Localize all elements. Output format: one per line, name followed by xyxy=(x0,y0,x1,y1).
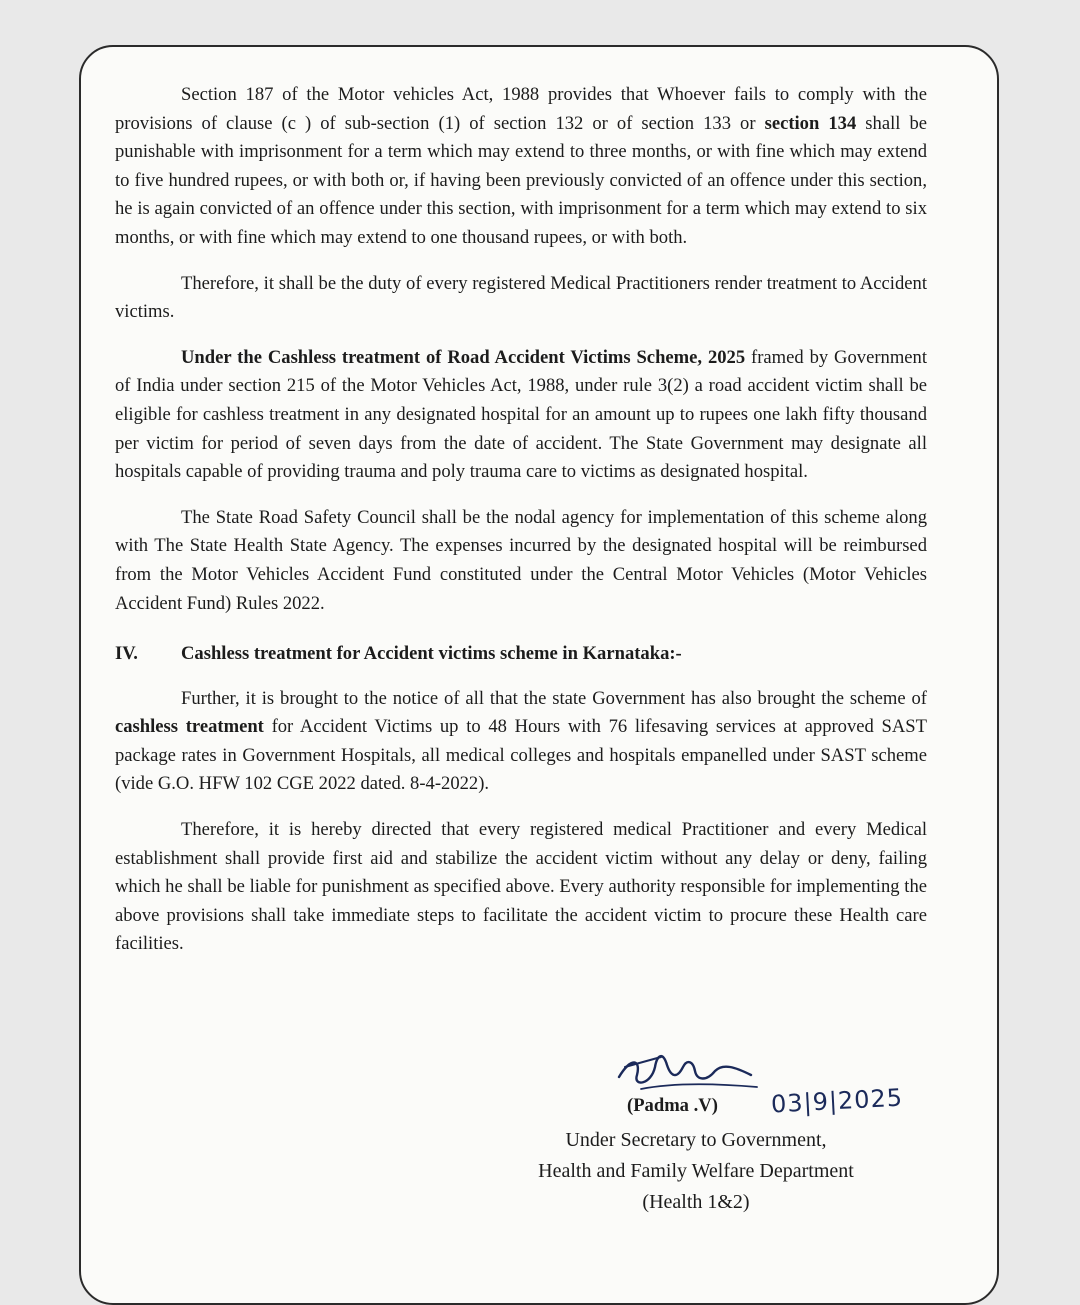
handwritten-signature xyxy=(611,1037,761,1097)
signatory-designation: Under Secretary to Government, xyxy=(565,1129,827,1151)
document-body xyxy=(115,81,927,976)
document-page xyxy=(79,45,999,1305)
paragraph-karnataka-scheme: Further, it is brought to the notice of all that the state Government has also brought the scheme of cashless treatment for Accident Victims up to 48 Hours with 76 lifesaving services at approved SAST package rates in Government Hospitals, all medical colleges and hospitals empanelled under SAST scheme (vide G.O. HFW 102 CGE 2022 dated. 8-4-2022). xyxy=(115,687,927,795)
paragraph-cashless-scheme: Under the Cashless treatment of Road Accident Victims Scheme, 2025 framed by Government of India under section 215 of the Motor Vehicles Act, 1988, under rule 3(2) a road accident victim shall be eligible for cashless treatment in any designated hospital for an amount up to rupees one lakh fifty thousand per victim for period of seven days from the date of accident. The State Government may designate all hospitals capable of providing trauma and poly trauma care to victims as designated hospital. xyxy=(115,346,928,483)
paragraph-nodal-agency: The State Road Safety Council shall be the nodal agency for implementation of this scheme along with The State Health State Agency. The expenses incurred by the designated hospital will be reimbursed from the Motor Vehicles Accident Fund constituted under the Central Motor Vehicles (Motor Vehicles Accident Fund) Rules 2022. xyxy=(115,506,927,614)
signatory-department: Health and Family Welfare Department xyxy=(538,1160,854,1182)
paragraph-section-187: Section 187 of the Motor vehicles Act, 1988 provides that Whoever fails to comply with the provisions of clause (c ) of sub-section (1) of section 132 or of section 133 or section 134 shall be punishable with imprisonment for a term which may extend to three months, or with fine which may extend to five hundred rupees, or with both or, if having been previously convicted of an offence under this section, he is again convicted of an offence under this section, with imprisonment for a term which may extend to six months, or with fine which may extend to one thousand rupees, or with both. xyxy=(115,84,927,248)
paragraph-duty: Therefore, it shall be the duty of every registered Medical Practitioners render treatment to Accident victims. xyxy=(115,272,927,323)
paragraph-directive: Therefore, it is hereby directed that every registered medical Practitioner and every Medical establishment shall provide first aid and stabilize the accident victim without any delay or deny, failing which he shall be liable for punishment as specified above. Every authority responsible for implementing the above provisions shall take immediate steps to facilitate the accident victim to procure these Health care facilities. xyxy=(115,819,927,955)
signature-block xyxy=(481,1037,911,1217)
handwritten-date: 03|9|2025 xyxy=(770,1083,904,1119)
section-heading-iv xyxy=(115,640,927,669)
section-title: Cashless treatment for Accident victims scheme in Karnataka:- xyxy=(181,643,682,665)
signatory-name: (Padma .V) xyxy=(627,1095,718,1116)
section-number: IV. xyxy=(115,643,138,665)
signatory-unit: (Health 1&2) xyxy=(642,1191,750,1213)
